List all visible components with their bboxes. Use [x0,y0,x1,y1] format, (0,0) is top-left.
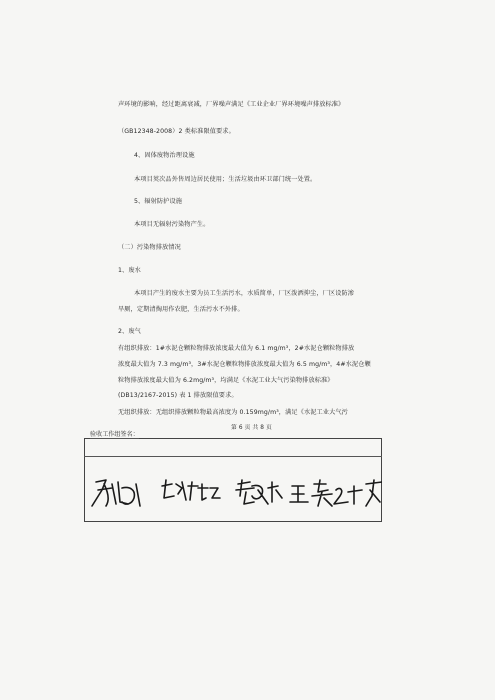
text-line: 粒物排放浓度最大值为 6.2mg/m³，均满足《水泥工业大气污染物排放标准》 [118,377,334,384]
text-line: 声环境的影响，经过距离衰减，厂界噪声满足《工业企业厂界环境噪声排放标准》 [118,101,345,108]
text-line: (DB13/2167-2015) 表 1 排放限值要求。 [118,392,238,399]
page-number: 第 6 页 共 8 页 [231,425,272,431]
section-heading: 1、废水 [118,267,141,274]
text-line: 有组织排放：1#水泥仓颗粒物排放浓度最大值为 6.1 mg/m³，2#水泥仓颗粒物排放 [118,345,355,352]
section-heading: 5、辐射防护设施 [134,198,183,205]
section-heading: 2、废气 [118,328,141,335]
signature-box-label: 验收工作组签名： [90,431,139,438]
section-heading: 4、固体废物治理设施 [134,152,195,159]
text-line: 本项目产生的废水主要为员工生活污水，水质简单，厂区泼洒抑尘，厂区设防渗 [134,290,355,297]
text-line: （GB12348-2008）2 类标准限值要求。 [118,128,235,135]
signature-box-divider [84,456,382,457]
text-line: 旱厕，定期清掏用作农肥，生活污水不外排。 [118,306,244,313]
text-line: 本项目荚次品外售周边居民使用；生活垃圾由环卫部门统一处置。 [134,176,317,183]
text-line: 无组织排放：无组织排放颗粒物最高浓度为 0.159mg/m³，满足《水泥工业大气污 [118,409,348,416]
section-heading: （二）污染物排放情况 [118,244,181,251]
text-line: 本项目无辐射污染物产生。 [134,221,210,228]
text-line: 浓度最大值为 7.3 mg/m³，3#水泥仓颗粒物排放浓度最大值为 6.5 mg/m³，4#水泥仓颗 [118,361,371,368]
handwritten-signatures [82,476,382,516]
